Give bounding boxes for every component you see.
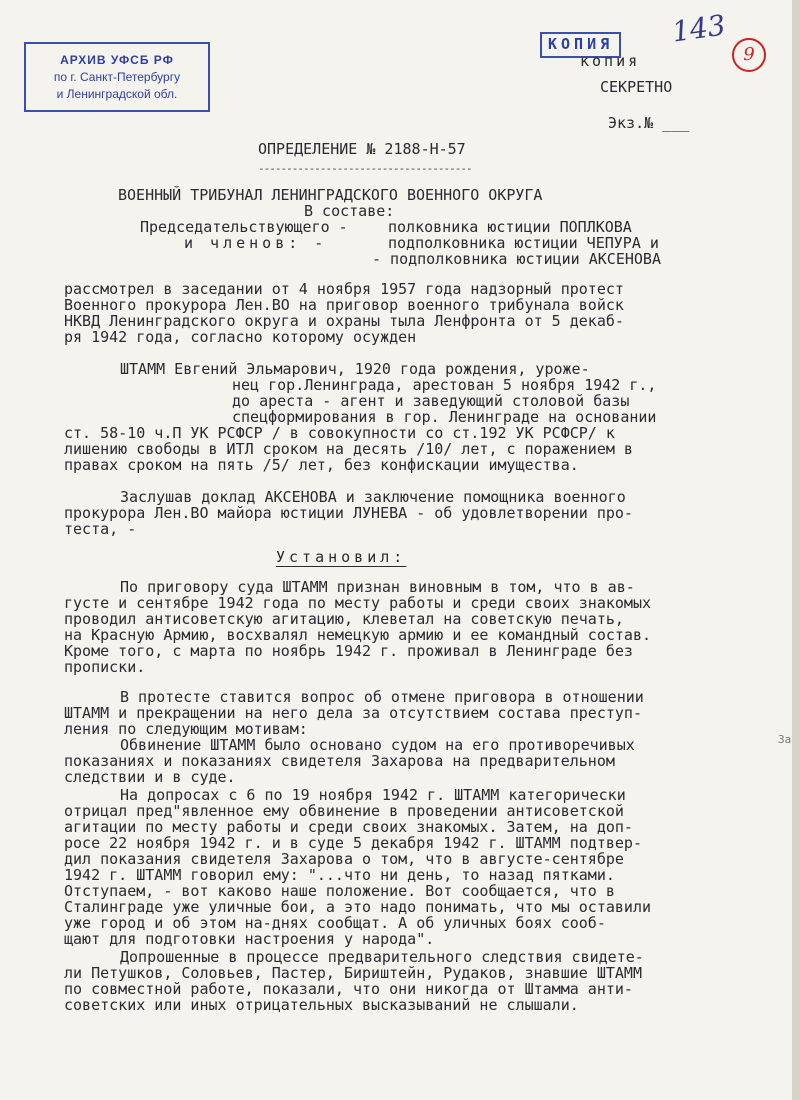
hearing-line: прокурора Лен.ВО майора юстиции ЛУНЕВА - об удовлетворении про- bbox=[64, 504, 633, 522]
protest-line: ления по следующим мотивам: bbox=[64, 720, 308, 738]
interrogation-line: уже город и об этом на-днях сообщат. А об уличных боях сооб- bbox=[64, 914, 606, 932]
margin-note: За bbox=[778, 733, 792, 746]
body-line: НКВД Ленинградского округа и охраны тыла Ленфронта от 5 декаб- bbox=[64, 312, 624, 330]
presiding-judge: полковника юстиции ПОПЛКОВА bbox=[388, 218, 632, 236]
body-line: ря 1942 года, согласно которому осужден bbox=[64, 328, 417, 346]
witnesses-line: советских или иных отрицательных высказываний не слышали. bbox=[64, 996, 579, 1014]
typed-copy-label: копия bbox=[580, 52, 641, 70]
archive-stamp-line-3: и Ленинградской обл. bbox=[56, 87, 178, 101]
verdict-line: Кроме того, с марта по ноябрь 1942 г. проживал в Ленинграде без bbox=[64, 642, 633, 660]
interrogation-line: На допросах с 6 по 19 ноября 1942 г. ШТАММ категорически bbox=[120, 786, 626, 804]
hearing-line: Заслушав доклад АКСЕНОВА и заключение помощника военного bbox=[120, 488, 626, 506]
presiding-label: Председательствующего - bbox=[140, 218, 348, 236]
convicted-line: лишению свободы в ИТЛ сроком на десять /10/ лет, с поражением в bbox=[64, 440, 633, 458]
interrogation-line: Сталинграде уже уличные бои, а это надо понимать, что мы оставили bbox=[64, 898, 651, 916]
convicted-line: спецформирования в гор. Ленинграде на основании bbox=[232, 408, 657, 426]
member-1: подполковника юстиции ЧЕПУРА и bbox=[388, 234, 659, 252]
member-2: - подполковника юстиции АКСЕНОВА bbox=[372, 250, 661, 268]
protest-line: Обвинение ШТАММ было основано судом на его противоречивых bbox=[120, 736, 635, 754]
protest-line: В протесте ставится вопрос об отмене приговора в отношении bbox=[120, 688, 644, 706]
circled-sheet-number: 9 bbox=[732, 38, 766, 72]
classification: СЕКРЕТНО bbox=[600, 78, 673, 96]
interrogation-line: росе 22 ноября 1942 г. и в суде 5 декабря 1942 г. ШТАММ подтвер- bbox=[64, 834, 642, 852]
document-title: ОПРЕДЕЛЕНИЕ № 2188-Н-57 bbox=[258, 140, 466, 158]
protest-line: следствии и в суде. bbox=[64, 768, 236, 786]
interrogation-line: дил показания свидетеля Захарова о том, что в августе-сентябре bbox=[64, 850, 624, 868]
verdict-line: густе и сентябре 1942 года по месту работы и среди своих знакомых bbox=[64, 594, 651, 612]
interrogation-line: Отступаем, - вот каково наше положение. Вот сообщается, что в bbox=[64, 882, 615, 900]
members-label: и членов: - bbox=[184, 234, 328, 252]
verdict-line: на Красную Армию, восхвалял немецкую армию и ее командный состав. bbox=[64, 626, 651, 644]
tribunal-composition: В составе: bbox=[304, 202, 395, 220]
body-line: Военного прокурора Лен.ВО на приговор военного трибунала войск bbox=[64, 296, 624, 314]
convicted-line: нец гор.Ленинграда, арестован 5 ноября 1942 г., bbox=[232, 376, 657, 394]
section-heading-established: Установил: bbox=[276, 548, 407, 566]
archive-stamp-line-1: АРХИВ УФСБ РФ bbox=[60, 53, 174, 67]
interrogation-line: 1942 г. ШТАММ говорил ему: "...что ни день, то назад пятками. bbox=[64, 866, 615, 884]
verdict-line: По приговору суда ШТАММ признан виновным в том, что в ав- bbox=[120, 578, 635, 596]
verdict-line: проводил антисоветскую агитацию, клеветал на советскую печать, bbox=[64, 610, 624, 628]
archive-stamp-line-2: по г. Санкт-Петербургу bbox=[53, 70, 181, 84]
protest-line: ШТАММ и прекращении на него дела за отсутствием состава преступ- bbox=[64, 704, 642, 722]
witnesses-line: по совместной работе, показали, что они никогда от Штамма анти- bbox=[64, 980, 633, 998]
witnesses-line: ли Петушков, Соловьев, Пастер, Бириштейн, Рудаков, знавшие ШТАММ bbox=[64, 964, 642, 982]
page-edge bbox=[792, 0, 800, 1100]
handwritten-page-number: 143 bbox=[669, 8, 728, 49]
convicted-line: ст. 58-10 ч.П УК РСФСР / в совокупности со ст.192 УК РСФСР/ к bbox=[64, 424, 615, 442]
interrogation-line: щают для подготовки настроения у народа". bbox=[64, 930, 435, 948]
interrogation-line: отрицал пред"явленное ему обвинение в проведении антисоветской bbox=[64, 802, 624, 820]
interrogation-line: агитации по месту работы и среди своих знакомых. Затем, на доп- bbox=[64, 818, 633, 836]
witnesses-line: Допрошенные в процессе предварительного следствия свидете- bbox=[120, 948, 644, 966]
hearing-line: теста, - bbox=[64, 520, 137, 538]
tribunal-name: ВОЕННЫЙ ТРИБУНАЛ ЛЕНИНГРАДСКОГО ВОЕННОГО ОКРУГА bbox=[118, 186, 543, 204]
convicted-line: ШТАММ Евгений Эльмарович, 1920 года рождения, уроже- bbox=[120, 360, 590, 378]
convicted-line: до ареста - агент и заведующий столовой базы bbox=[232, 392, 630, 410]
body-line: рассмотрел в заседании от 4 ноября 1957 года надзорный протест bbox=[64, 280, 624, 298]
copy-stamp: КОПИЯ bbox=[540, 32, 621, 58]
copy-number: Экз.№ ___ bbox=[608, 114, 690, 132]
verdict-line: прописки. bbox=[64, 658, 146, 676]
convicted-line: правах сроком на пять /5/ лет, без конфискации имущества. bbox=[64, 456, 579, 474]
title-divider: -------------------------------------- bbox=[258, 162, 472, 175]
protest-line: показаниях и показаниях свидетеля Захарова на предварительном bbox=[64, 752, 615, 770]
archive-stamp bbox=[24, 42, 210, 112]
